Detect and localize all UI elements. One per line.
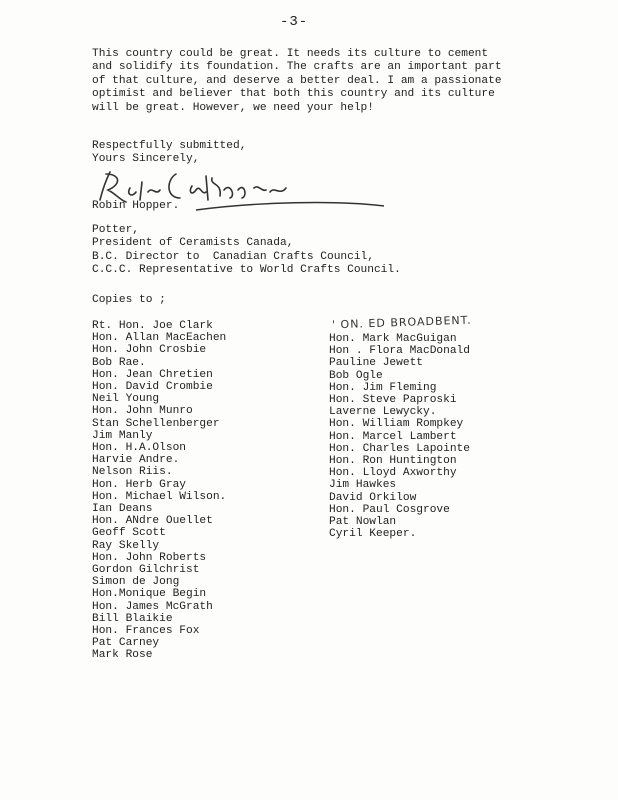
recipient-name: Bob Ogle [329,369,383,382]
recipient-name: Laverne Lewycky. [329,406,437,419]
recipient-name: Hon. H.A.Olson [92,442,186,455]
recipient-name: David Orkilow [329,491,417,504]
recipient-name: Hon. Jim Fleming [329,381,437,394]
copies-label: Copies to ; [92,294,166,306]
recipient-name: Jim Hawkes [329,479,397,492]
recipient-name: Hon. Charles Lapointe [329,442,470,455]
recipient-name: Gordon Gilchrist [92,564,200,577]
paragraph-line: will be great. However, we need your help! [92,101,374,114]
recipient-name: Nelson Riis. [92,466,173,479]
handwritten-note: ' ON. ED BROADBENT. [331,313,472,332]
paragraph-line: This country could be great. It needs its culture to cement [92,48,489,60]
recipient-name: Hon. Marcel Lambert [329,430,457,443]
body-paragraph [92,48,572,115]
signature-name: Robin Hopper. [92,200,180,212]
closing-line: Yours Sincerely, [92,153,200,166]
recipient-name: Hon. William Rompkey [329,418,464,431]
recipient-name: Hon. ANdre Ouellet [92,515,213,528]
recipient-name: Ray Skelly [92,539,160,552]
recipient-name: Hon. John Crosbie [92,344,207,357]
recipient-name: Hon. Michael Wilson. [92,490,227,503]
recipient-name: Neil Young [92,393,160,406]
recipient-name: Bill Blaikie [92,612,173,625]
recipient-name: Harvie Andre. [92,454,180,467]
copies-list-right [329,333,470,540]
recipient-name: Hon. Ron Huntington [329,455,457,468]
paragraph-line: optimist and believer that both this country and its culture [92,88,495,101]
title-line: Potter, [92,224,139,236]
signer-titles [92,224,401,278]
recipient-name: Hon.Monique Begin [92,588,207,601]
recipient-name: Simon de Jong [92,576,180,589]
recipient-name: Bob Rae. [92,356,146,369]
paragraph-line: and solidify its foundation. The crafts are an important part [92,61,502,74]
handwritten-signature [96,162,386,222]
recipient-name: Pat Nowlan [329,516,397,529]
recipient-name: Pat Carney [92,637,160,650]
recipient-name: Ian Deans [92,503,153,516]
recipient-name: Hon. James McGrath [92,600,213,613]
recipient-name: Mark Rose [92,649,153,662]
recipient-name: Hon. Allan MacEachen [92,332,227,345]
recipient-name: Geoff Scott [92,527,166,540]
recipient-name: Hon. Paul Cosgrove [329,503,450,516]
recipient-name: Stan Schellenberger [92,417,220,430]
page-number: -3- [280,14,309,30]
recipient-name: Hon. John Munro [92,405,193,418]
title-line: C.C.C. Representative to World Crafts Council. [92,264,401,277]
title-line: B.C. Director to Canadian Crafts Council, [92,250,374,263]
title-line: President of Ceramists Canada, [92,237,294,250]
recipient-name: Hon. David Crombie [92,381,213,394]
recipient-name: Hon. John Roberts [92,551,207,564]
recipient-name: Jim Manly [92,429,153,442]
recipient-name: Hon. Jean Chretien [92,368,213,381]
recipient-name: Pauline Jewett [329,357,423,370]
recipient-name: Hon . Flora MacDonald [329,345,470,358]
closing-line: Respectfully submitted, [92,140,247,152]
recipient-name: Hon. Lloyd Axworthy [329,467,457,480]
recipient-name: Cyril Keeper. [329,528,417,541]
paragraph-line: of that culture, and deserve a better deal. I am a passionate [92,74,502,87]
copies-list-left [92,320,226,662]
recipient-name: Hon. Herb Gray [92,478,186,491]
recipient-name: Rt. Hon. Joe Clark [92,320,213,332]
recipient-name: Hon. Frances Fox [92,625,200,638]
recipient-name: Hon. Steve Paproski [329,394,457,407]
recipient-name: Hon. Mark MacGuigan [329,333,457,345]
